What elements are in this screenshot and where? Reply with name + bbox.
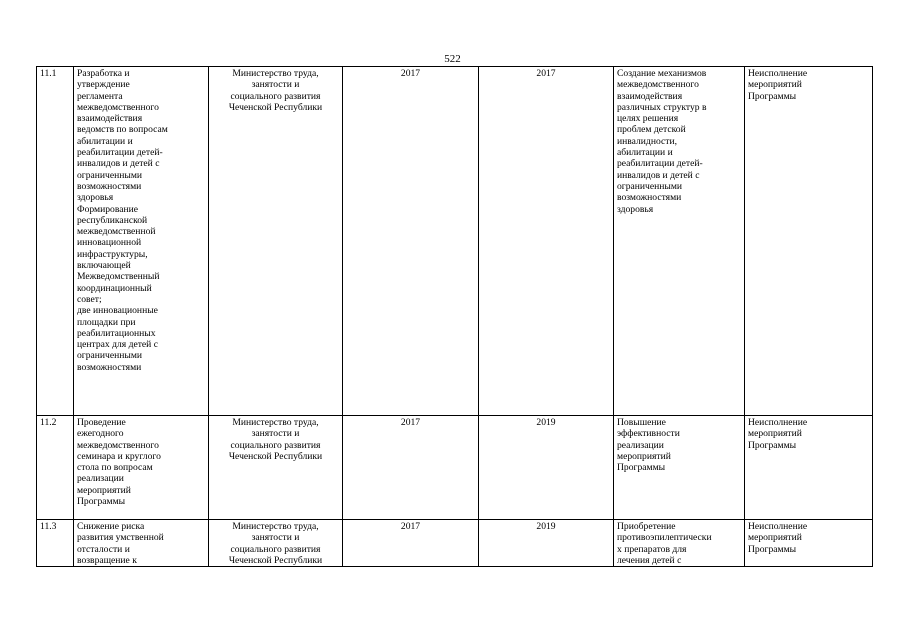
executor-cell [209,520,343,567]
non-fulfillment-consequence-cell [745,67,873,416]
table-row [37,67,873,416]
executor-cell [209,67,343,416]
start-year: 2017 [400,521,421,532]
page-number: 522 [444,53,461,65]
executor-cell [209,416,343,520]
start-year: 2017 [400,68,421,79]
expected-result: Создание механизмов межведомственного взаимодействия различных структур в целях решения проблем детской инвалидности, абилитации и реабилитации детей- инвалидов и детей с ограниченными возможностями здоровья [617,68,707,215]
measure-name-cell [74,416,209,520]
measure-name: Снижение риска развития умственной отсталости и возвращение к [77,521,164,566]
start-year-cell [343,520,479,567]
non-fulfillment-consequence-cell [745,416,873,520]
row-number: 11.2 [40,417,57,428]
measure-name: Разработка и утверждение регламента межведомственного взаимодействия ведомств по вопросам абилитации и реабилитации детей- инвалидов и детей с ограниченными возможностями здоровья Формирование республиканской межведомственной инновационной инфраструктуры, включающей Межведомственный координационный совет; две инновационные площадки при реабилитационных центрах для детей с ограниченными возможностями [77,68,168,373]
executor: Министерство труда, занятости и социального развития Чеченской Республики [228,68,323,113]
non-fulfillment-consequence-cell [745,520,873,567]
expected-result-cell [614,67,745,416]
end-year-cell [479,67,614,416]
row-number: 11.1 [40,68,57,79]
measure-name: Проведение ежегодного межведомственного семинара и круглого стола по вопросам реализации мероприятий Программы [77,417,161,508]
end-year: 2019 [536,521,556,532]
expected-result-cell [614,416,745,520]
measure-name-cell [74,67,209,416]
non-fulfillment-consequence: Неисполнение мероприятий Программы [748,521,808,555]
program-measures-table [36,66,873,567]
table-body [37,67,873,567]
table-row [37,520,873,567]
non-fulfillment-consequence: Неисполнение мероприятий Программы [748,417,808,451]
executor: Министерство труда, занятости и социального развития Чеченской Республики [228,521,323,566]
measure-name-cell [74,520,209,567]
expected-result: Повышение эффективности реализации мероприятий Программы [617,417,680,474]
expected-result-cell [614,520,745,567]
non-fulfillment-consequence: Неисполнение мероприятий Программы [748,68,808,102]
end-year: 2017 [536,68,556,79]
table-row [37,416,873,520]
start-year-cell [343,416,479,520]
row-number-cell [37,416,74,520]
end-year-cell [479,520,614,567]
row-number-cell [37,520,74,567]
row-number-cell [37,67,74,416]
end-year: 2019 [536,417,556,428]
expected-result: Приобретение противоэпилептически х препаратов для лечения детей с [617,521,712,566]
start-year-cell [343,67,479,416]
start-year: 2017 [400,417,421,428]
executor: Министерство труда, занятости и социального развития Чеченской Республики [228,417,323,462]
row-number: 11.3 [40,521,57,532]
end-year-cell [479,416,614,520]
